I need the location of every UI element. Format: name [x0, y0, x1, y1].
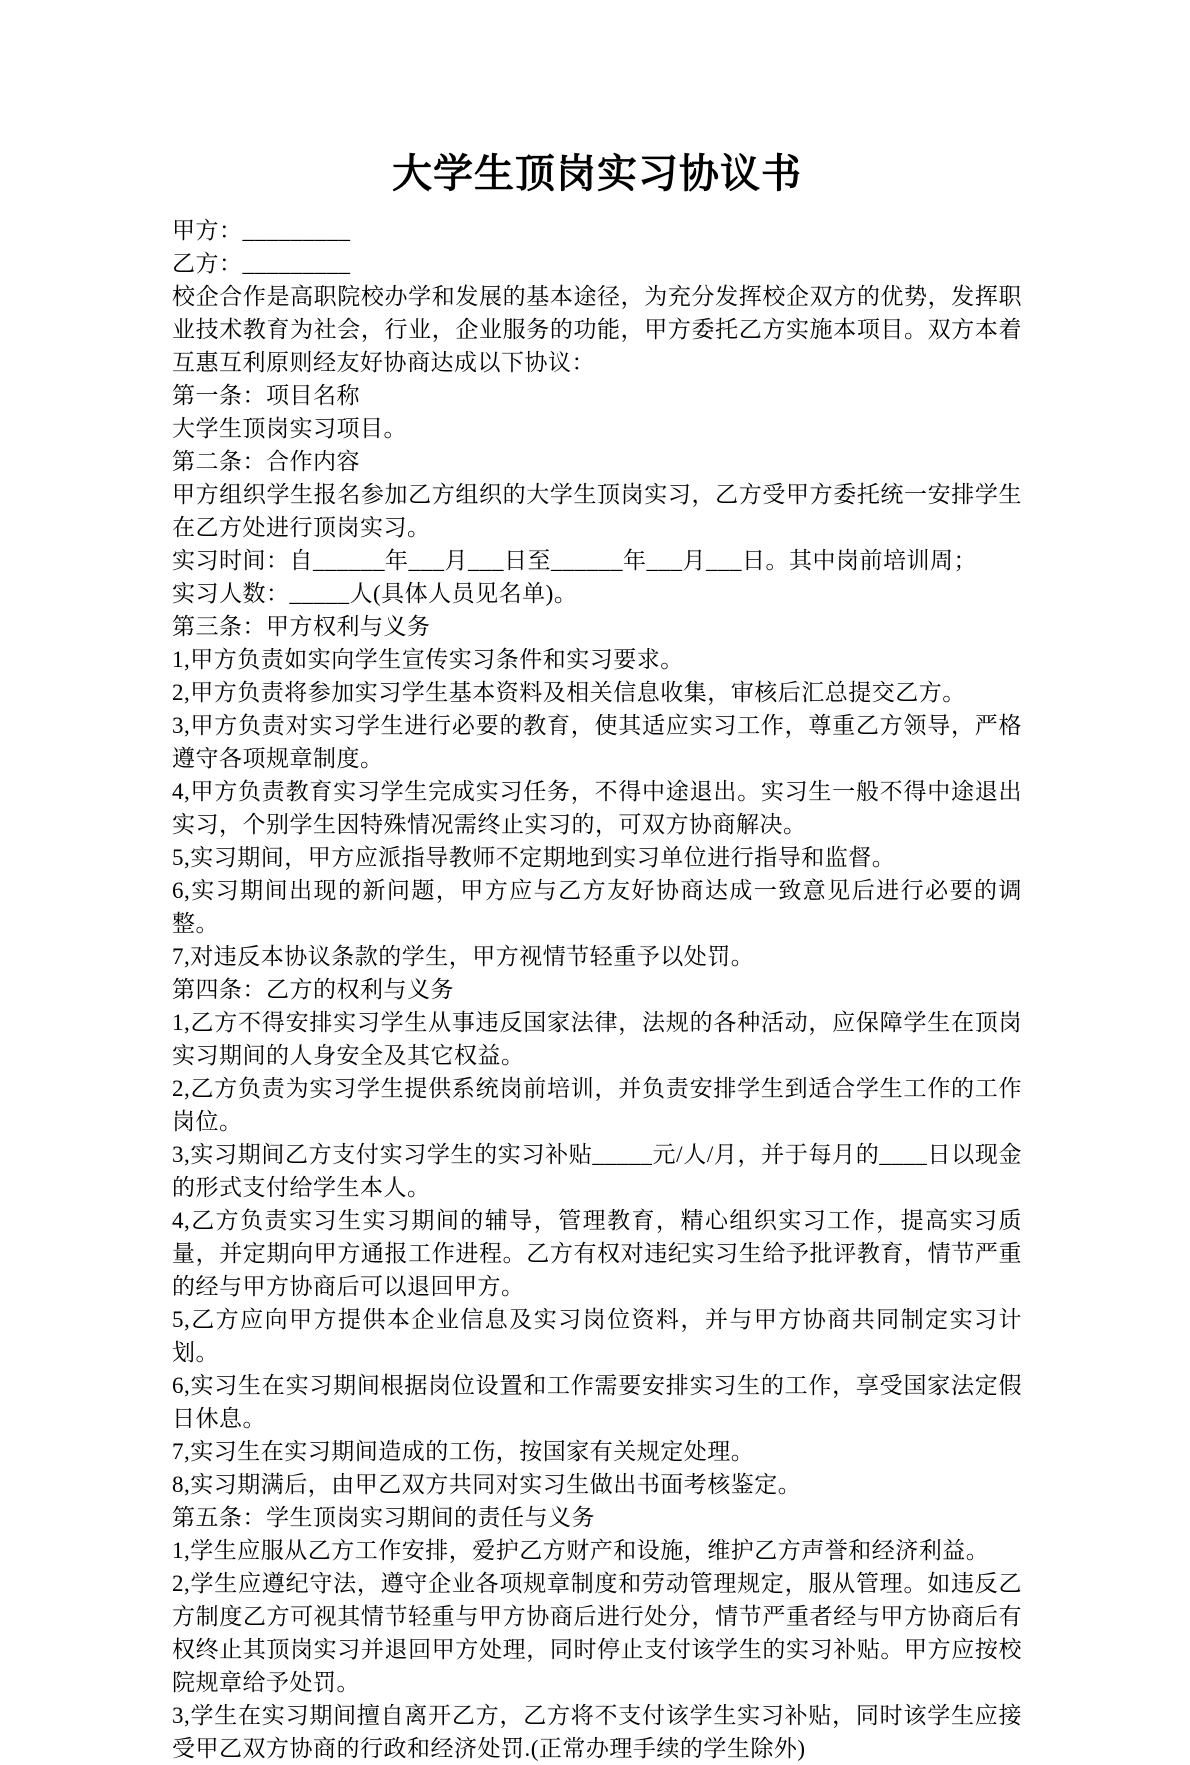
paragraph: 1,乙方不得安排实习学生从事违反国家法律，法规的各种活动，应保障学生在顶岗实习期间的人身安全及其它权益。 [172, 1010, 1022, 1068]
paragraph: 第五条：学生顶岗实习期间的责任与义务 [172, 1505, 595, 1530]
paragraph: 大学生顶岗实习项目。 [172, 416, 407, 441]
paragraph: 8,实习期满后，由甲乙双方共同对实习生做出书面考核鉴定。 [172, 1472, 802, 1497]
paragraph: 7,实习生在实习期间造成的工伤，按国家有关规定处理。 [172, 1439, 755, 1464]
paragraph: 第四条：乙方的权利与义务 [172, 977, 454, 1002]
paragraph: 5,实习期间，甲方应派指导教师不定期地到实习单位进行指导和监督。 [172, 845, 896, 870]
paragraph: 4,甲方负责教育实习学生完成实习任务，不得中途退出。实习生一般不得中途退出实习，个别学生因特殊情况需终止实习的，可双方协商解决。 [172, 779, 1022, 837]
paragraph: 2,甲方负责将参加实习学生基本资料及相关信息收集，审核后汇总提交乙方。 [172, 680, 966, 705]
paragraph: 6,实习生在实习期间根据岗位设置和工作需要安排实习生的工作，享受国家法定假日休息。 [172, 1373, 1022, 1431]
paragraph: 2,乙方负责为实习学生提供系统岗前培训，并负责安排学生到适合学生工作的工作岗位。 [172, 1076, 1022, 1134]
paragraph: 乙方：_________ [172, 251, 351, 276]
paragraph: 甲方：_________ [172, 218, 351, 243]
paragraph: 第一条：项目名称 [172, 383, 360, 408]
paragraph: 实习人数：_____人(具体人员见名单)。 [172, 581, 578, 606]
paragraph: 7,对违反本协议条款的学生，甲方视情节轻重予以处罚。 [172, 944, 755, 969]
paragraph: 4,乙方负责实习生实习期间的辅导，管理教育，精心组织实习工作，提高实习质量，并定期向甲方通报工作进程。乙方有权对违纪实习生给予批评教育，情节严重的经与甲方协商后可以退回甲方。 [172, 1208, 1022, 1299]
paragraph: 校企合作是高职院校办学和发展的基本途径，为充分发挥校企双方的优势，发挥职业技术教育为社会，行业，企业服务的功能，甲方委托乙方实施本项目。双方本着互惠互利原则经友好协商达成以下协议： [172, 284, 1022, 375]
paragraph: 3,甲方负责对实习学生进行必要的教育，使其适应实习工作，尊重乙方领导，严格遵守各项规章制度。 [172, 713, 1022, 771]
paragraph: 6,实习期间出现的新问题，甲方应与乙方友好协商达成一致意见后进行必要的调整。 [172, 878, 1022, 936]
paragraph: 3,学生在实习期间擅自离开乙方，乙方将不支付该学生实习补贴，同时该学生应接受甲乙双方协商的行政和经济处罚.(正常办理手续的学生除外) [172, 1703, 1022, 1761]
document-title: 大学生顶岗实习协议书 [392, 151, 802, 196]
paragraph: 5,乙方应向甲方提供本企业信息及实习岗位资料，并与甲方协商共同制定实习计划。 [172, 1307, 1022, 1365]
paragraph: 1,甲方负责如实向学生宣传实习条件和实习要求。 [172, 647, 684, 672]
paragraph: 甲方组织学生报名参加乙方组织的大学生顶岗实习，乙方受甲方委托统一安排学生在乙方处进行顶岗实习。 [172, 482, 1022, 540]
paragraph: 第三条：甲方权利与义务 [172, 614, 431, 639]
paragraph: 实习时间：自______年___月___日至______年___月___日。其中岗前培训周； [172, 548, 977, 573]
paragraph: 3,实习期间乙方支付实习学生的实习补贴_____元/人/月，并于每月的____日以现金的形式支付给学生本人。 [172, 1142, 1022, 1200]
paragraph: 1,学生应服从乙方工作安排，爱护乙方财产和设施，维护乙方声誉和经济利益。 [172, 1538, 990, 1563]
paragraph: 第二条：合作内容 [172, 449, 360, 474]
document-body [172, 214, 1022, 1765]
paragraph: 2,学生应遵纪守法，遵守企业各项规章制度和劳动管理规定，服从管理。如违反乙方制度乙方可视其情节轻重与甲方协商后进行处分，情节严重者经与甲方协商后有权终止其顶岗实习并退回甲方处理，同时停止支付该学生的实习补贴。甲方应按校院规章给予处罚。 [172, 1571, 1022, 1695]
